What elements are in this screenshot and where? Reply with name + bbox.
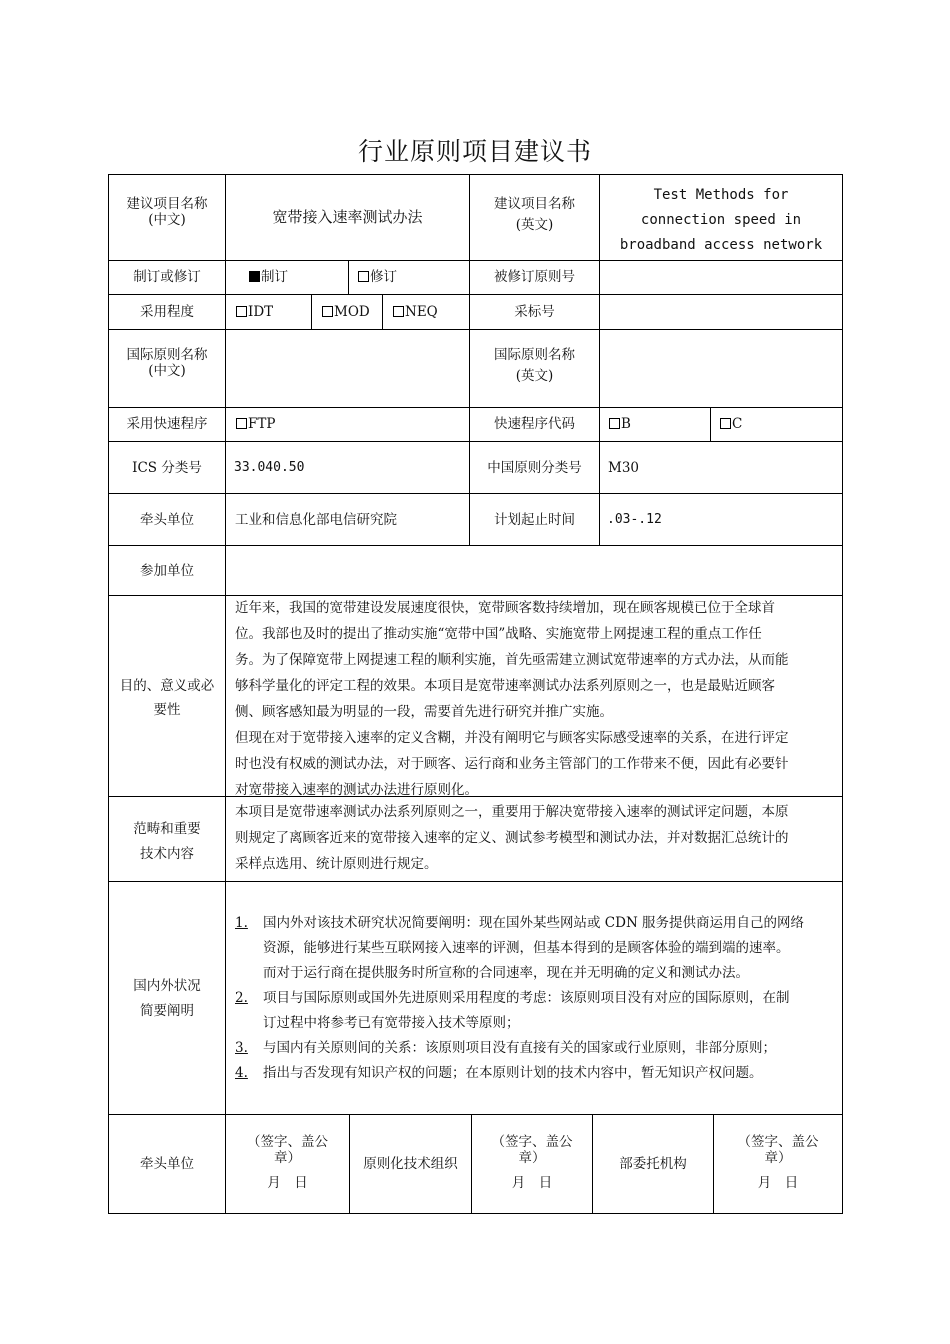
ics-value: 33.040.50	[234, 460, 305, 475]
option-c[interactable]: C	[720, 416, 742, 432]
checkbox-icon[interactable]	[322, 306, 333, 317]
checkbox-icon[interactable]	[358, 271, 369, 282]
cn-class-label: 中国原则分类号	[487, 460, 582, 476]
purpose-label: 目的、意义或必 要性	[119, 678, 215, 718]
plan-period-value: .03-.12	[607, 512, 662, 527]
page-title: 行业原则项目建议书	[357, 137, 592, 166]
project-name-en-label: 建议项目名称 (英文)	[494, 196, 575, 234]
checkbox-icon[interactable]	[393, 306, 404, 317]
project-name-cn-label: 建议项目名称 (中文)	[126, 196, 208, 229]
signoff-lead-label: 牵头单位	[140, 1156, 194, 1172]
purpose-text: 近年来，我国的宽带建设发展速度很快，宽带顾客数持续增加，现在顾客规模已位于全球首 位。我部也及时的提出了推动实施“宽带中国”战略、实施宽带上网提速工程的重点工作任 务。为了保障宽带上网提速工程的顺利实施，首先亟需建立测试宽带速率的方式办法，从而能 够科学量化的评定工程的效果。本项目是宽带速率测试办法系列原则之一，也是最贴近顾客 侧、顾客感知最为明显的一段，需要首先进行研究并推广实施。 但现在对于宽带接入速率的定义含糊，并没有阐明它与顾客实际感受速率的关系，在进行评定 时也没有权威的测试办法，对于顾客、运行商和业务主管部门的工作带来不便，因此有必要针 对宽带接入速率的测试办法进行原则化。	[235, 600, 789, 798]
plan-period-label: 计划起止时间	[494, 512, 575, 528]
lead-signature: （签字、盖公 章） 月 日	[247, 1134, 328, 1191]
status-item: 3. 与国内有关原则间的关系：该原则项目没有直接有关的国家或行业原则，非部分原则；	[235, 1040, 776, 1056]
lead-unit-label: 牵头单位	[140, 512, 194, 528]
status-item: 1. 国内外对该技术研究状况简要阐明：现在国外某些网站或 CDN 服务提供商运用自己的网络 资源，能够进行某些互联网接入速率的评测，但基本得到的是顾客体验的端到端的速率。 而对于运行商在提供服务时所宣称的合同速率，现在并无明确的定义和测试办法。	[235, 915, 805, 981]
cell-border	[225, 545, 843, 596]
revised-standard-no-label: 被修订原则号	[494, 269, 575, 285]
scope-text: 本项目是宽带速率测试办法系列原则之一，重要用于解决宽带接入速率的测试评定问题，本原 则规定了离顾客近来的宽带接入速率的定义、测试参考模型和测试办法，并对数据汇总统计的 采样点选用、统计原则进行规定。	[235, 804, 789, 872]
checkbox-icon[interactable]	[609, 418, 620, 429]
option-revise[interactable]: 修订	[358, 269, 397, 285]
checkbox-icon[interactable]	[236, 306, 247, 317]
cell-border	[599, 329, 843, 408]
adoption-degree-label: 采用程度	[140, 304, 194, 320]
cell-border	[599, 294, 843, 330]
option-mod[interactable]: MOD	[322, 304, 370, 320]
checkbox-icon[interactable]	[720, 418, 731, 429]
fast-track-label: 采用快速程序	[126, 416, 208, 432]
participating-units-label: 参加单位	[140, 563, 194, 579]
intl-standard-en-label: 国际原则名称 (英文)	[494, 347, 575, 385]
project-name-cn-value: 宽带接入速率测试办法	[272, 208, 423, 226]
cell-border	[599, 260, 843, 295]
intl-standard-cn-label: 国际原则名称 (中文)	[126, 347, 208, 380]
status-label: 国内外状况 简要阐明	[133, 978, 201, 1019]
option-b[interactable]: B	[609, 416, 631, 432]
cn-class-value: M30	[608, 460, 640, 476]
checkbox-checked-icon[interactable]	[249, 271, 260, 282]
option-idt[interactable]: IDT	[236, 304, 273, 320]
checkbox-icon[interactable]	[236, 418, 247, 429]
tech-org-label: 原则化技术组织	[363, 1156, 458, 1172]
project-name-en-value: Test Methods for connection speed in broadband access network	[619, 187, 823, 253]
make-or-revise-label: 制订或修订	[133, 269, 201, 285]
tech-org-signature: （签字、盖公 章） 月 日	[491, 1134, 573, 1191]
lead-unit-value: 工业和信息化部电信研究院	[235, 512, 397, 528]
ics-label: ICS 分类号	[132, 460, 202, 476]
ministry-label: 部委托机构	[619, 1156, 687, 1172]
ministry-signature: （签字、盖公 章） 月 日	[737, 1134, 819, 1191]
status-item: 4. 指出与否发现有知识产权的问题；在本原则计划的技术内容中，暂无知识产权问题。	[235, 1065, 763, 1081]
cell-border	[225, 329, 470, 408]
option-ftp[interactable]: FTP	[236, 416, 275, 432]
option-make[interactable]: 制订	[249, 269, 288, 285]
scope-label: 范畴和重要 技术内容	[133, 821, 201, 862]
fast-track-code-label: 快速程序代码	[494, 416, 575, 432]
adopted-standard-no-label: 采标号	[514, 304, 555, 320]
status-item: 2. 项目与国际原则或国外先进原则采用程度的考虑：该原则项目没有对应的国际原则，在制 订过程中将参考已有宽带接入技术等原则；	[235, 990, 790, 1031]
option-neq[interactable]: NEQ	[393, 304, 438, 320]
